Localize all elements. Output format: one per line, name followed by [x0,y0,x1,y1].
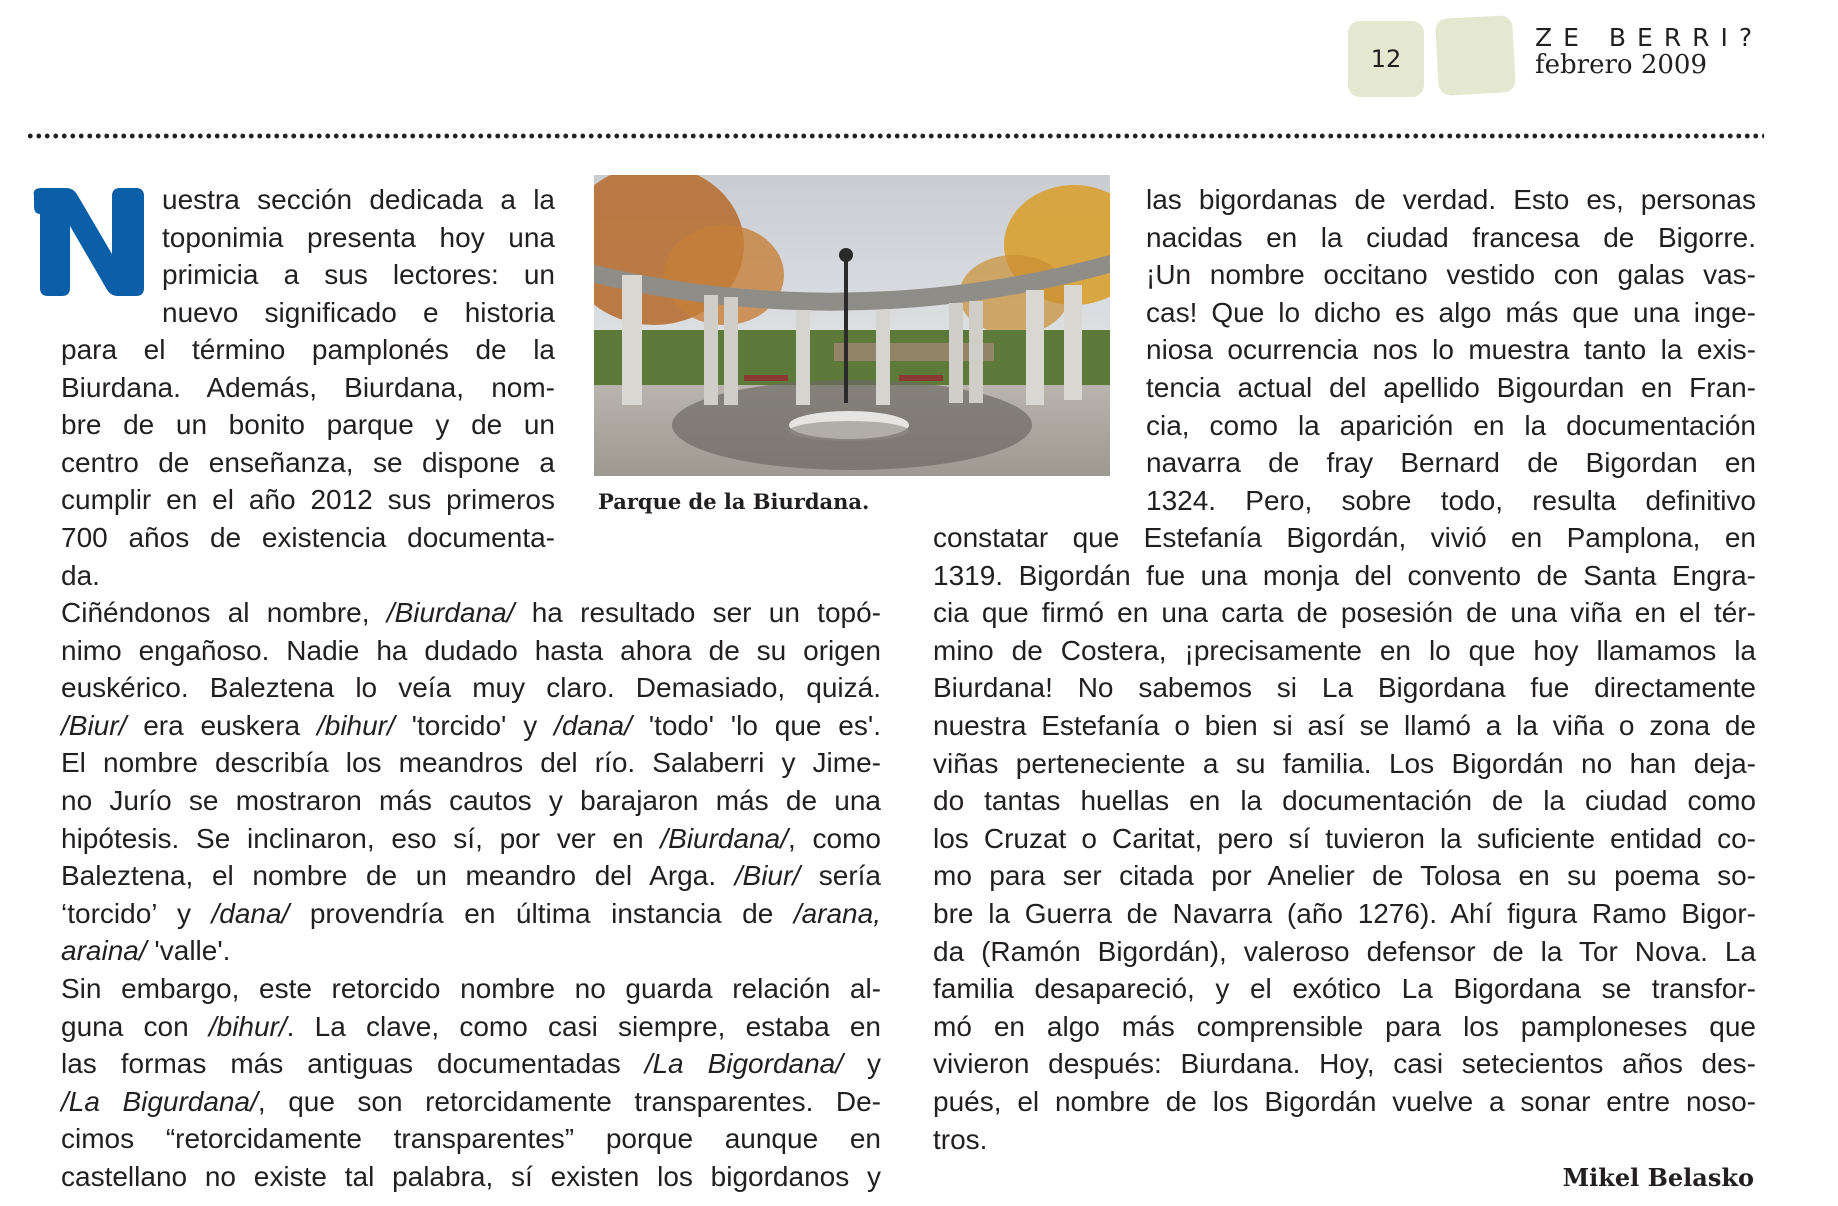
text-line: nuevo significado e historia [162,296,555,328]
text-line: mino de Costera, ¡precisamente en lo que hoy llamamos la [933,634,1756,666]
text-line: las bigordanas de verdad. Esto es, personas [1146,184,1756,215]
text-line: bre la Guerra de Navarra (año 1276). Ahí figura Ramo Bigor- [933,897,1756,929]
italic-term: araina/ [61,935,147,967]
text-segment: sería [800,860,882,892]
text-line: bre de un bonito parque y de un [61,409,555,441]
page-number: 12 [1370,45,1402,73]
text-line: cia, como la aparición en la documentación [1146,409,1756,441]
article-column-1-continued [61,594,881,1196]
text-segment: , como [788,822,881,854]
text-segment: 'valle'. [146,935,231,967]
italic-term: /Biurdana/ [386,597,515,628]
text-line: cia que firmó en una carta de posesión de una viña en el tér- [933,597,1756,629]
text-line: nacidas en la ciudad francesa de Bigorre. [1146,221,1756,253]
text-line: toponimia presenta hoy una [162,221,555,253]
page-number-badge [1348,21,1424,97]
text-line [61,707,881,745]
text-line [61,632,881,670]
text-line: navarra de fray Bernard de Bigordan en [1146,447,1756,479]
text-line [61,1008,881,1046]
italic-term: /La Bigurdana/ [61,1085,258,1117]
text-line: 700 años de existencia documenta- [61,521,555,553]
text-segment: Ciñéndonos al nombre, [61,597,387,628]
text-segment: Sin embargo, este retorcido nombre no guarda relación al- [61,972,881,1004]
text-segment: castellano no existe tal palabra, sí existen los bigordanos y [61,1160,881,1192]
text-segment: nimo engañoso. Nadie ha dudado hasta ahora de su origen [61,634,881,666]
italic-term: /arana, [793,897,881,929]
text-line [61,1083,881,1121]
text-segment: 'torcido' y [394,709,555,741]
park-photo [594,175,1110,476]
text-line [61,594,881,632]
text-line [61,744,881,782]
text-line: los Cruzat o Caritat, pero sí tuvieron la suficiente entidad co- [933,822,1756,854]
text-segment: guna con [61,1010,209,1042]
text-line: uestra sección dedicada a la [162,184,555,215]
italic-term: /Biur/ [61,709,127,741]
text-line: familia desapareció, y el exótico La Bigordana se transfor- [933,973,1756,1005]
text-line: cumplir en el año 2012 sus primeros [61,484,555,516]
text-line: para el término pamplonés de la [61,334,555,365]
text-line: constatar que Estefanía Bigordán, vivió en Pamplona, en [933,522,1756,553]
text-line: tencia actual del apellido Bigourdan en Fran- [1146,371,1756,403]
text-line: mo para ser citada por Anelier de Tolosa en su poema so- [933,860,1756,892]
text-line [61,1158,881,1196]
text-line [61,895,881,933]
italic-term: /bihur/ [316,709,395,741]
text-line: vivieron después: Biurdana. Hoy, casi setecientos años des- [933,1048,1756,1080]
text-segment: . La clave, como casi siempre, estaba en [286,1010,881,1042]
text-segment: ha resultado ser un topó- [514,597,882,628]
text-line [61,1045,881,1083]
decorative-square [1435,15,1516,96]
text-segment: , que son retorcidamente transparentes. De- [257,1085,882,1117]
italic-term: /bihur/ [208,1010,287,1042]
text-line: do tantas huellas en la documentación de la ciudad como [933,785,1756,817]
dotted-divider [26,133,1764,139]
text-line: centro de enseñanza, se dispone a [61,446,555,478]
italic-term: /Biur/ [734,860,801,892]
text-segment: era euskera [126,709,317,741]
text-segment: ‘torcido’ y [61,897,212,929]
text-line: Biurdana! No sabemos si La Bigordana fue directamente [933,672,1756,704]
text-line: ¡Un nombre occitano vestido con galas vas- [1146,259,1756,291]
text-line [61,782,881,820]
article-intro [162,181,555,331]
text-line [61,970,881,1008]
text-line: pués, el nombre de los Bigordán vuelve a sonar entre noso- [933,1085,1756,1117]
text-line: da (Ramón Bigordán), valeroso defensor de la Tor Nova. La [933,935,1756,967]
article-column-1 [61,331,555,594]
article-column-3 [1146,181,1756,519]
text-segment: El nombre describía los meandros del río. Salaberri y Jime- [61,747,881,779]
italic-term: /dana/ [554,709,632,741]
italic-term: /Biurdana/ [660,822,788,854]
text-line [61,857,881,895]
text-line: tros. [933,1123,988,1155]
text-line [61,1120,881,1158]
italic-term: /dana/ [211,897,290,929]
photo-caption: Parque de la Biurdana. [598,489,870,514]
issue-date: febrero 2009 [1535,50,1707,80]
italic-term: /La Bigordana/ [644,1048,844,1080]
text-segment: cimos “retorcidamente transparentes” porque aunque en [61,1123,881,1155]
text-line: 1324. Pero, sobre todo, resulta definitivo [1146,484,1756,516]
text-line: cas! Que lo dicho es algo más que una inge- [1146,296,1756,328]
text-line: primicia a sus lectores: un [162,259,555,291]
text-line [61,820,881,858]
park-colonnade-image [594,175,1110,476]
text-line: nuestra Estefanía o bien si así se llamó a la viña o zona de [933,709,1756,741]
text-segment: hipótesis. Se inclinaron, eso sí, por ver en [61,822,661,854]
text-segment: las formas más antiguas documentadas [61,1048,645,1080]
article-column-2 [933,519,1756,1158]
text-line: da. [61,559,100,591]
text-line: mó en algo más comprensible para los pamploneses que [933,1010,1756,1042]
text-segment: no Jurío se mostraron más cautos y barajaron más de una [61,784,881,816]
text-segment: provendría en última instancia de [289,897,794,929]
magazine-title: ZE BERRI? [1535,23,1764,52]
text-line: viñas perteneciente a su familia. Los Bigordán no han deja- [933,747,1756,779]
text-line: 1319. Bigordán fue una monja del convento de Santa Engra- [933,559,1756,591]
text-segment: y [843,1048,882,1080]
text-line [61,669,881,707]
text-segment: Baleztena, el nombre de un meandro del Arga. [61,860,735,892]
text-segment: euskérico. Baleztena lo veía muy claro. Demasiado, quizá. [61,672,881,704]
drop-cap-n-icon [28,188,148,298]
author-signature: Mikel Belasko [1562,1163,1754,1192]
text-segment: 'todo' 'lo que es'. [631,709,882,741]
text-line: niosa ocurrencia nos lo muestra tanto la exis- [1146,334,1756,366]
text-line: Biurdana. Además, Biurdana, nom- [61,371,555,403]
text-line [61,932,881,970]
drop-cap [28,188,148,298]
